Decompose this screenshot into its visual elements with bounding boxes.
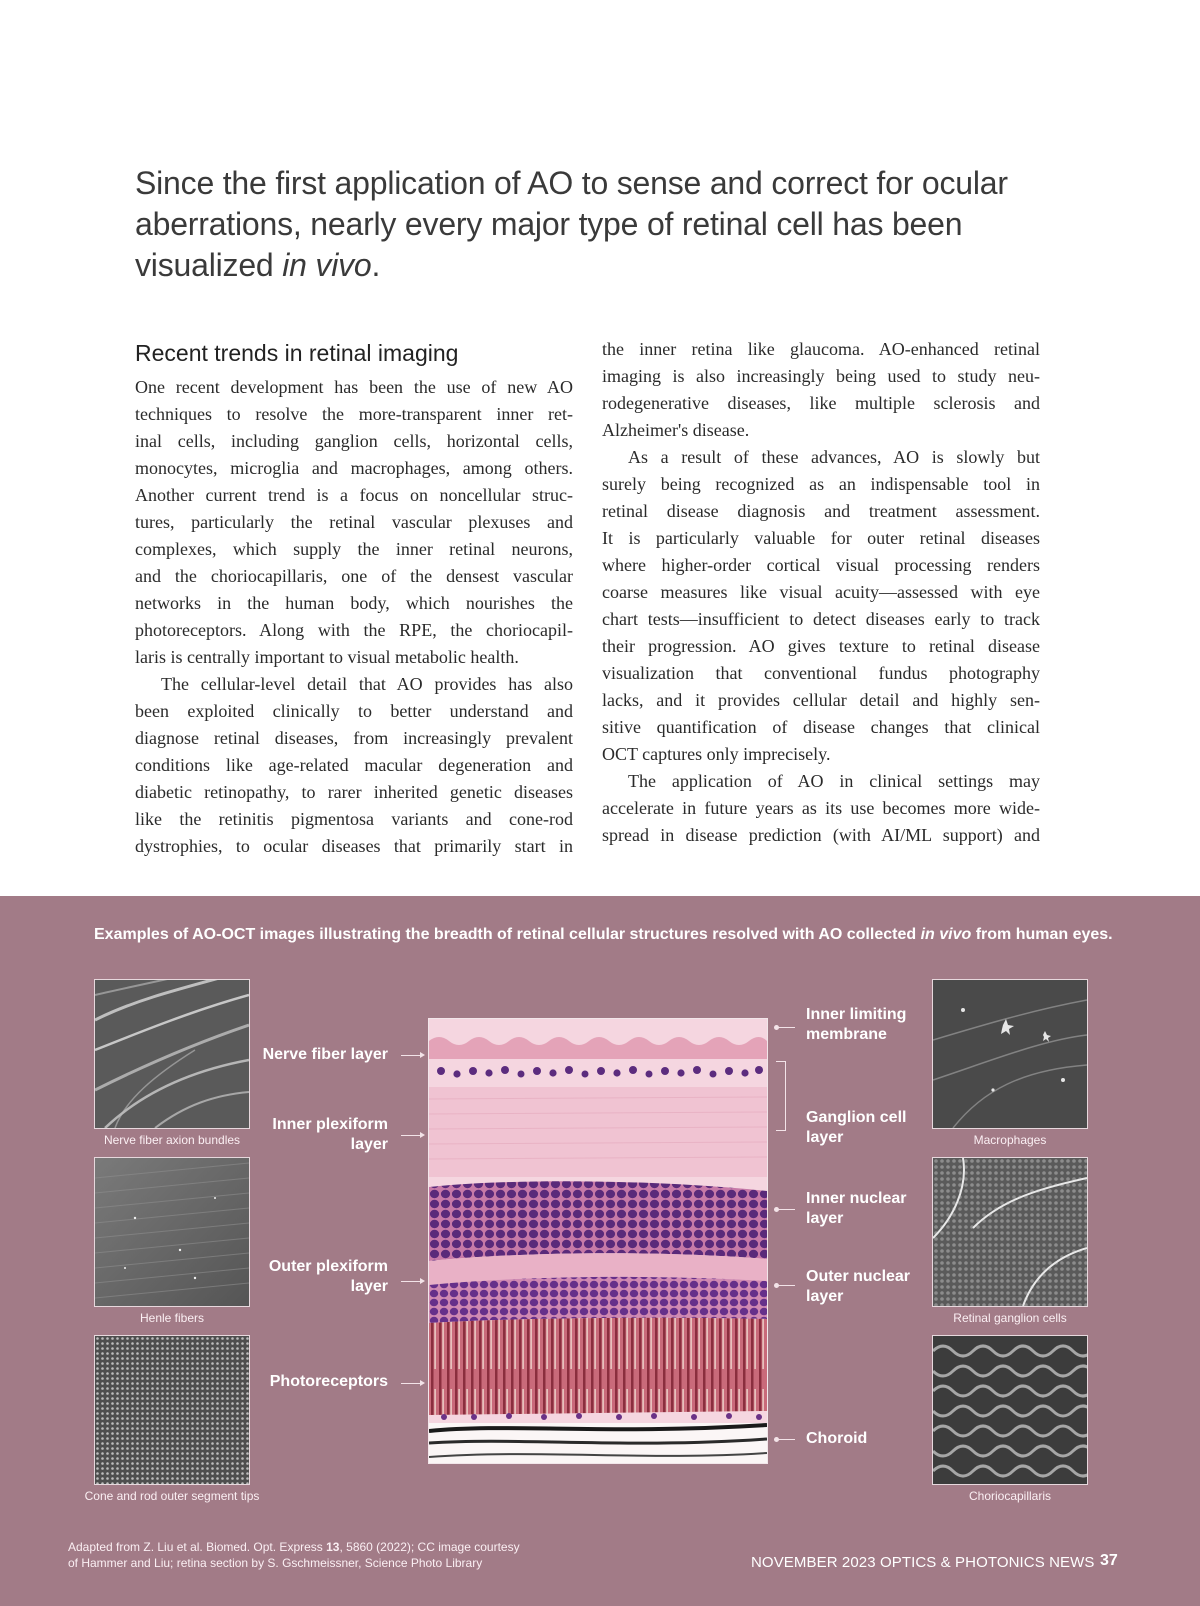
footer-issue: NOVEMBER 2023 OPTICS & PHOTONICS NEWS <box>751 1554 1095 1571</box>
figure-credit <box>68 1539 520 1571</box>
layer-label-outer-nuclear <box>806 1267 926 1307</box>
caption-text: Examples of AO-OCT images illustrating the breadth of retinal cellular structures resolved with AO collected <box>94 926 921 943</box>
text-line: Another current trend is a focus on noncellular struc- <box>135 485 573 505</box>
paragraph <box>602 444 1040 768</box>
text-line: their progression. AO gives texture to retinal disease <box>602 636 1040 656</box>
text-line: photoreceptors. Along with the RPE, the choriocapil- <box>135 620 573 640</box>
retina-section-image <box>428 1018 768 1464</box>
text-line: networks in the human body, which nourishes the <box>135 593 573 613</box>
layer-label-line: layer <box>806 1288 844 1305</box>
pull-quote-text: visualized <box>135 247 283 283</box>
text-line: inal cells, including ganglion cells, horizontal cells, <box>135 431 573 451</box>
label-arrow <box>401 1281 423 1282</box>
caption-italic: in vivo <box>920 926 972 943</box>
thumb-ganglion-cells-image <box>932 1157 1088 1307</box>
caption-text: from human eyes. <box>971 926 1113 943</box>
credit-line <box>68 1539 520 1555</box>
credit-volume: 13 <box>326 1540 340 1554</box>
label-tick <box>777 1027 795 1028</box>
layer-label-line: membrane <box>806 1026 887 1043</box>
credit-line: of Hammer and Liu; retina section by S. Gschmeissner, Science Photo Library <box>68 1556 483 1570</box>
layer-label-inner-plexiform <box>240 1115 388 1155</box>
section-heading: Recent trends in retinal imaging <box>135 340 459 366</box>
thumb-label: Choriocapillaris <box>968 1489 1052 1503</box>
text-line: OCT captures only imprecisely. <box>602 744 831 764</box>
label-bracket <box>776 1061 786 1131</box>
text-line: rodegenerative diseases, like multiple sclerosis and <box>602 393 1040 413</box>
layer-label-line: layer <box>350 1136 388 1153</box>
figure-caption <box>94 926 1114 944</box>
layer-label-line: Outer nuclear <box>806 1268 911 1285</box>
thumb-choriocapillaris-image <box>932 1335 1088 1485</box>
thumb-label: Macrophages <box>973 1133 1047 1147</box>
text-line: One recent development has been the use of new AO <box>135 377 573 397</box>
text-line: where higher-order cortical visual processing renders <box>602 555 1040 575</box>
paragraph <box>602 336 1040 444</box>
text-line: The application of AO in clinical settings may <box>628 771 1040 791</box>
thumb-cone-rod-image <box>94 1335 250 1485</box>
layer-label-line: Ganglion cell <box>806 1109 907 1126</box>
pull-quote-text: . <box>371 247 381 283</box>
credit-text: , 5860 (2022); CC image courtesy <box>339 1540 520 1554</box>
text-line: As a result of these advances, AO is slowly but <box>628 447 1040 467</box>
layer-label-line: layer <box>806 1129 844 1146</box>
text-line: chart tests—insufficient to detect diseases early to track <box>602 609 1040 629</box>
thumb-macrophages-image <box>932 979 1088 1129</box>
pull-quote-line: Since the first application of AO to sense and correct for ocular <box>135 165 1008 201</box>
text-line: spread in disease prediction (with AI/ML support) and <box>602 825 1040 845</box>
text-line: retinal disease diagnosis and treatment assessment. <box>602 501 1040 521</box>
label-arrow <box>401 1135 423 1136</box>
text-line: tures, particularly the retinal vascular plexuses and <box>135 512 573 532</box>
thumb-label: Nerve fiber axion bundles <box>103 1133 241 1147</box>
layer-label-outer-plexiform <box>240 1257 388 1297</box>
layer-label-line: layer <box>806 1210 844 1227</box>
text-line: conditions like age-related macular degeneration and <box>135 755 573 775</box>
layer-label-choroid: Choroid <box>806 1430 868 1447</box>
text-line: accelerate in future years as its use becomes more wide- <box>602 798 1040 818</box>
paragraph <box>135 671 573 860</box>
layer-label-line: Inner plexiform <box>272 1116 388 1133</box>
text-line: laris is centrally important to visual metabolic health. <box>135 647 519 667</box>
label-tick <box>777 1209 795 1210</box>
text-line: techniques to resolve the more-transparent inner ret- <box>135 404 573 424</box>
text-line: Alzheimer's disease. <box>602 420 750 440</box>
text-line: the inner retina like glaucoma. AO-enhanced retinal <box>602 339 1040 359</box>
pull-quote-line <box>135 245 1035 286</box>
pull-quote-italic: in vivo <box>282 247 372 283</box>
article-column-left <box>135 336 573 860</box>
thumb-label: Retinal ganglion cells <box>953 1311 1067 1325</box>
text-line: lacks, and it provides cellular detail and highly sen- <box>602 690 1040 710</box>
text-line: diabetic retinopathy, to rarer inherited genetic diseases <box>135 782 573 802</box>
paragraph <box>602 768 1040 849</box>
text-line: complexes, which supply the inner retinal neurons, <box>135 539 573 559</box>
text-line: been exploited clinically to better understand and <box>135 701 573 721</box>
text-line: The cellular-level detail that AO provides has also <box>161 674 573 694</box>
label-tick <box>777 1439 795 1440</box>
text-line: dystrophies, to ocular diseases that primarily start in <box>135 836 573 856</box>
text-line: It is particularly valuable for outer retinal diseases <box>602 528 1040 548</box>
figure-panel <box>0 896 1200 1606</box>
page-number: 37 <box>1100 1552 1118 1569</box>
text-line: diagnose retinal diseases, from increasingly prevalent <box>135 728 573 748</box>
pull-quote-line: aberrations, nearly every major type of retinal cell has been <box>135 206 963 242</box>
layer-label-line: Inner limiting <box>806 1006 907 1023</box>
label-arrow <box>401 1383 423 1384</box>
text-line: monocytes, microglia and macrophages, among others. <box>135 458 573 478</box>
layer-label-line: Outer plexiform <box>268 1258 388 1275</box>
layer-label-inner-limiting-membrane <box>806 1005 926 1045</box>
thumb-nerve-fiber-image <box>94 979 250 1129</box>
label-tick <box>777 1285 795 1286</box>
layer-label-inner-nuclear <box>806 1189 926 1229</box>
credit-text: Adapted from Z. Liu et al. Biomed. Opt. Express <box>68 1540 327 1554</box>
article-column-right <box>602 336 1040 849</box>
thumb-label: Henle fibers <box>139 1311 205 1325</box>
text-line: like the retinitis pigmentosa variants and cone-rod <box>135 809 573 829</box>
text-line: imaging is also increasingly being used to study neu- <box>602 366 1040 386</box>
layer-label-photoreceptors: Photoreceptors <box>269 1373 388 1390</box>
text-line: coarse measures like visual acuity—assessed with eye <box>602 582 1040 602</box>
thumb-henle-fibers-image <box>94 1157 250 1307</box>
layer-label-line: Inner nuclear <box>806 1190 907 1207</box>
paragraph <box>135 374 573 671</box>
text-line: sitive quantification of disease changes that clinical <box>602 717 1040 737</box>
text-line: surely being recognized as an indispensable tool in <box>602 474 1040 494</box>
layer-label-nerve-fiber: Nerve fiber layer <box>262 1046 388 1063</box>
layer-label-line: layer <box>350 1278 388 1295</box>
pull-quote <box>135 163 1035 286</box>
layer-label-ganglion-cell <box>806 1108 926 1148</box>
thumb-label: Cone and rod outer segment tips <box>84 1489 260 1503</box>
text-line: visualization that conventional fundus photography <box>602 663 1040 683</box>
label-arrow <box>401 1055 423 1056</box>
text-line: and the choriocapillaris, one of the densest vascular <box>135 566 573 586</box>
